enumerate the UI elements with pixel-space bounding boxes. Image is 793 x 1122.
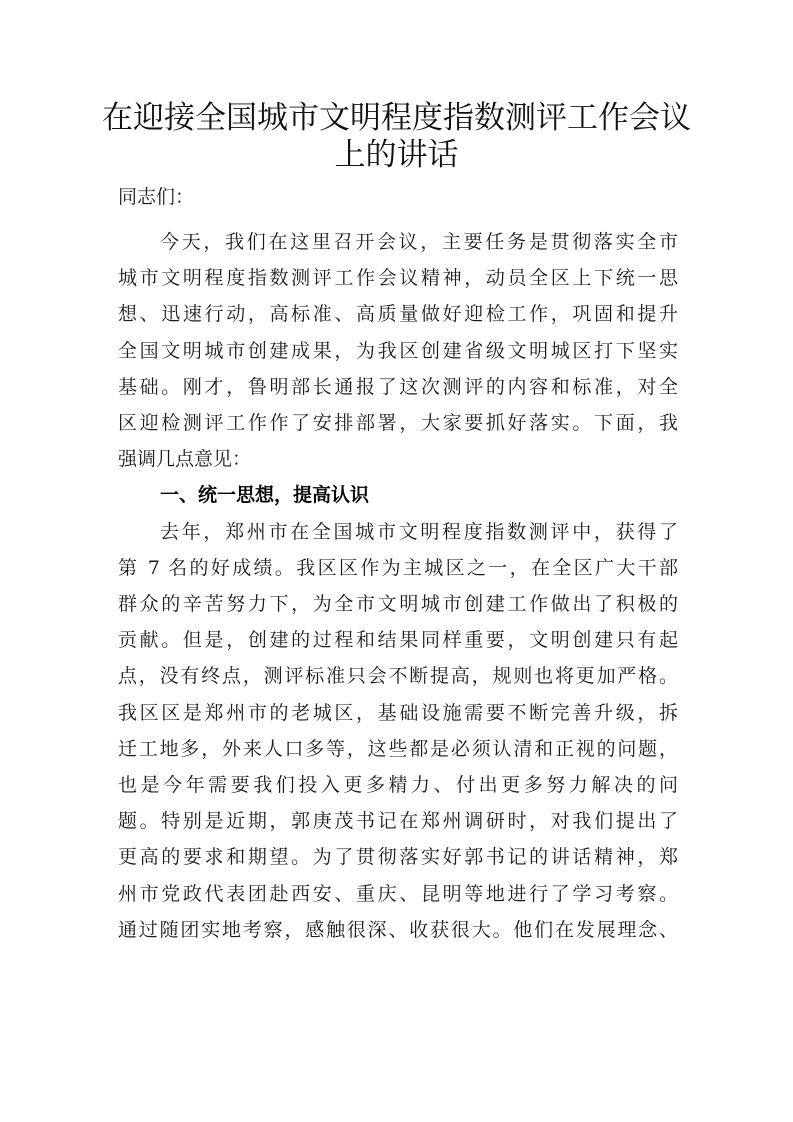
paragraph-line: 第 7 名的好成绩。我区区作为主城区之一，在全区广大干部 bbox=[118, 556, 678, 579]
paragraph-line: 迁工地多，外来人口多等，这些都是必须认清和正视的问题， bbox=[118, 737, 678, 760]
paragraph-line: 更高的要求和期望。为了贯彻落实好郭书记的讲话精神，郑 bbox=[118, 846, 678, 869]
paragraph-line: 今天，我们在这里召开会议，主要任务是贯彻落实全市 bbox=[160, 231, 678, 253]
paragraph-line: 去年，郑州市在全国城市文明程度指数测评中，获得了 bbox=[160, 520, 678, 543]
paragraph-line: 群众的辛苦努力下，为全市文明城市创建工作做出了积极的 bbox=[118, 593, 678, 615]
paragraph-line: 我区区是郑州市的老城区，基础设施需要不断完善升级，拆 bbox=[118, 701, 678, 724]
paragraph-line: 强调几点意见： bbox=[118, 448, 252, 471]
paragraph-line: 想、迅速行动，高标准、高质量做好迎检工作，巩固和提升 bbox=[118, 303, 678, 326]
title-line-2: 上的讲话 bbox=[334, 137, 459, 173]
title-line-1: 在迎接全国城市文明程度指数测评工作会议 bbox=[102, 100, 691, 136]
section-heading: 一、统一思想，提高认识 bbox=[160, 484, 370, 507]
paragraph-line: 州市党政代表团赴西安、重庆、昆明等地进行了学习考察。 bbox=[118, 882, 678, 905]
paragraph-line: 通过随团实地考察，感触很深、收获很大。他们在发展理念、 bbox=[118, 918, 678, 941]
paragraph-line: 贡献。但是，创建的过程和结果同样重要，文明创建只有起 bbox=[118, 629, 678, 652]
paragraph-line: 区迎检测评工作作了安排部署，大家要抓好落实。下面，我 bbox=[118, 412, 678, 434]
paragraph-line: 基础。刚才，鲁明部长通报了这次测评的内容和标准，对全 bbox=[118, 375, 678, 398]
paragraph-line: 也是今年需要我们投入更多精力、付出更多努力解决的问 bbox=[118, 774, 678, 796]
paragraph-line: 城市文明程度指数测评工作会议精神，动员全区上下统一思 bbox=[118, 267, 678, 290]
document-title bbox=[100, 100, 693, 174]
paragraph-line: 点，没有终点，测评标准只会不断提高，规则也将更加严格。 bbox=[118, 665, 678, 688]
paragraph-line: 题。特别是近期，郭庚茂书记在郑州调研时，对我们提出了 bbox=[118, 810, 678, 833]
paragraph-line: 全国文明城市创建成果，为我区创建省级文明城区打下坚实 bbox=[118, 339, 678, 362]
salutation: 同志们： bbox=[118, 186, 195, 208]
